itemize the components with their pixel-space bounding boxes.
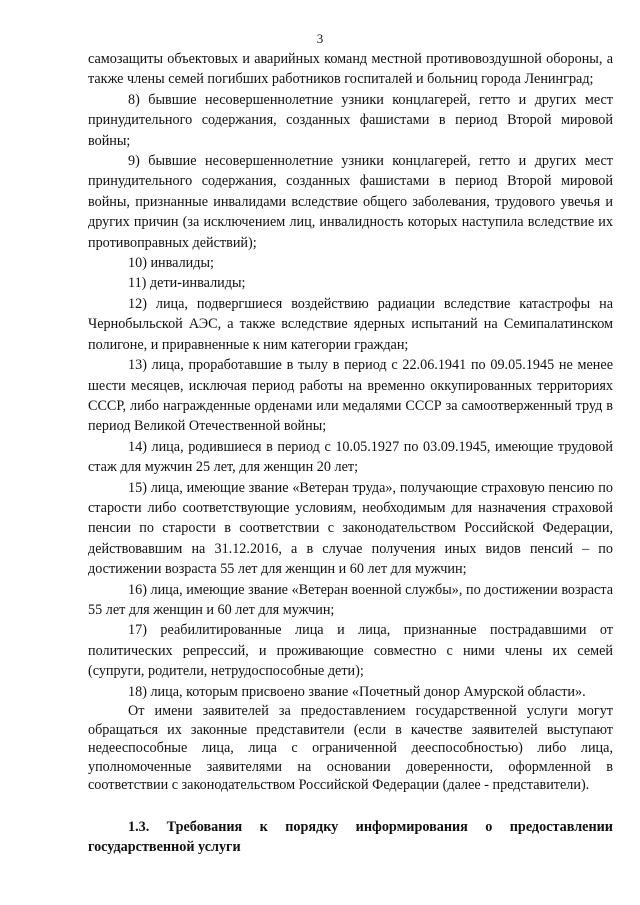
list-item-11: 11) дети-инвалиды; [128,275,246,292]
list-item-9: 9) бывшие несовершеннолетние узники концлагерей, гетто и других мест принудительного содержания, созданных фашистами в период Второй мировой войны, признанные инвалидами вследствие общего заболевания, трудового увечья и других причин (за исключением лиц, инвалидность которых наступила вследствие их противоправных действий); [88,153,613,251]
list-item-16: 16) лица, имеющие звание «Ветеран военной службы», по достижении возраста 55 лет для женщин и 60 лет для мужчин; [88,581,613,618]
representatives-paragraph: От имени заявителей за предоставлением государственной услуги могут обращаться их законные представители (если в качестве заявителей выступают недееспособные лица, лица с ограниченной дееспособностью) либо лица, уполномоченные заявителями на основании доверенности, оформленной в соответствии с законодательством Российской Федерации (далее - представители). [88,703,613,793]
paragraph-continuation: самозащиты объектовых и аварийных команд местной противовоздушной обороны, а также члены семей погибших работников госпиталей и больниц города Ленинград; [88,51,613,88]
page-number: 3 [316,31,324,46]
list-item-10: 10) инвалиды; [128,255,214,272]
section-heading: 1.3. Требования к порядку информирования о предоставлении государственной услуги [88,818,613,855]
list-item-15: 15) лица, имеющие звание «Ветеран труда», получающие страховую пенсию по старости либо соответствующие условиям, необходимым для назначения страховой пенсии по старости в соответствии с законодательством Российской Федерации, действовавшим на 31.12.2016, а в случае получения иных видов пенсий – по достижении возраста 55 лет для женщин и 60 лет для мужчин; [88,479,613,578]
list-item-17: 17) реабилитированные лица и лица, признанные пострадавшими от политических репрессий, и проживающие совместно с ними члены их семей (супруги, родители, нетрудоспособные дети); [88,622,613,680]
list-item-14: 14) лица, родившиеся в период с 10.05.1927 по 03.09.1945, имеющие трудовой стаж для мужчин 25 лет, для женщин 20 лет; [88,438,613,476]
list-item-13: 13) лица, проработавшие в тылу в период с 22.06.1941 по 09.05.1945 не менее шести месяцев, исключая период работы на временно оккупированных территориях СССР, либо награжденные орденами или медалями СССР за самоотверженный труд в период Великой Отечественной войны; [88,357,613,435]
list-item-8: 8) бывшие несовершеннолетние узники концлагерей, гетто и других мест принудительного содержания, созданных фашистами в период Второй мировой войны; [88,91,613,149]
list-item-18: 18) лица, которым присвоено звание «Почетный донор Амурской области». [128,683,586,700]
document-body [88,49,613,857]
list-item-12: 12) лица, подвергшиеся воздействию радиации вследствие катастрофы на Чернобыльской АЭС, а также вследствие ядерных испытаний на Семипалатинском полигоне, и приравненные к ним категории граждан; [88,295,613,353]
